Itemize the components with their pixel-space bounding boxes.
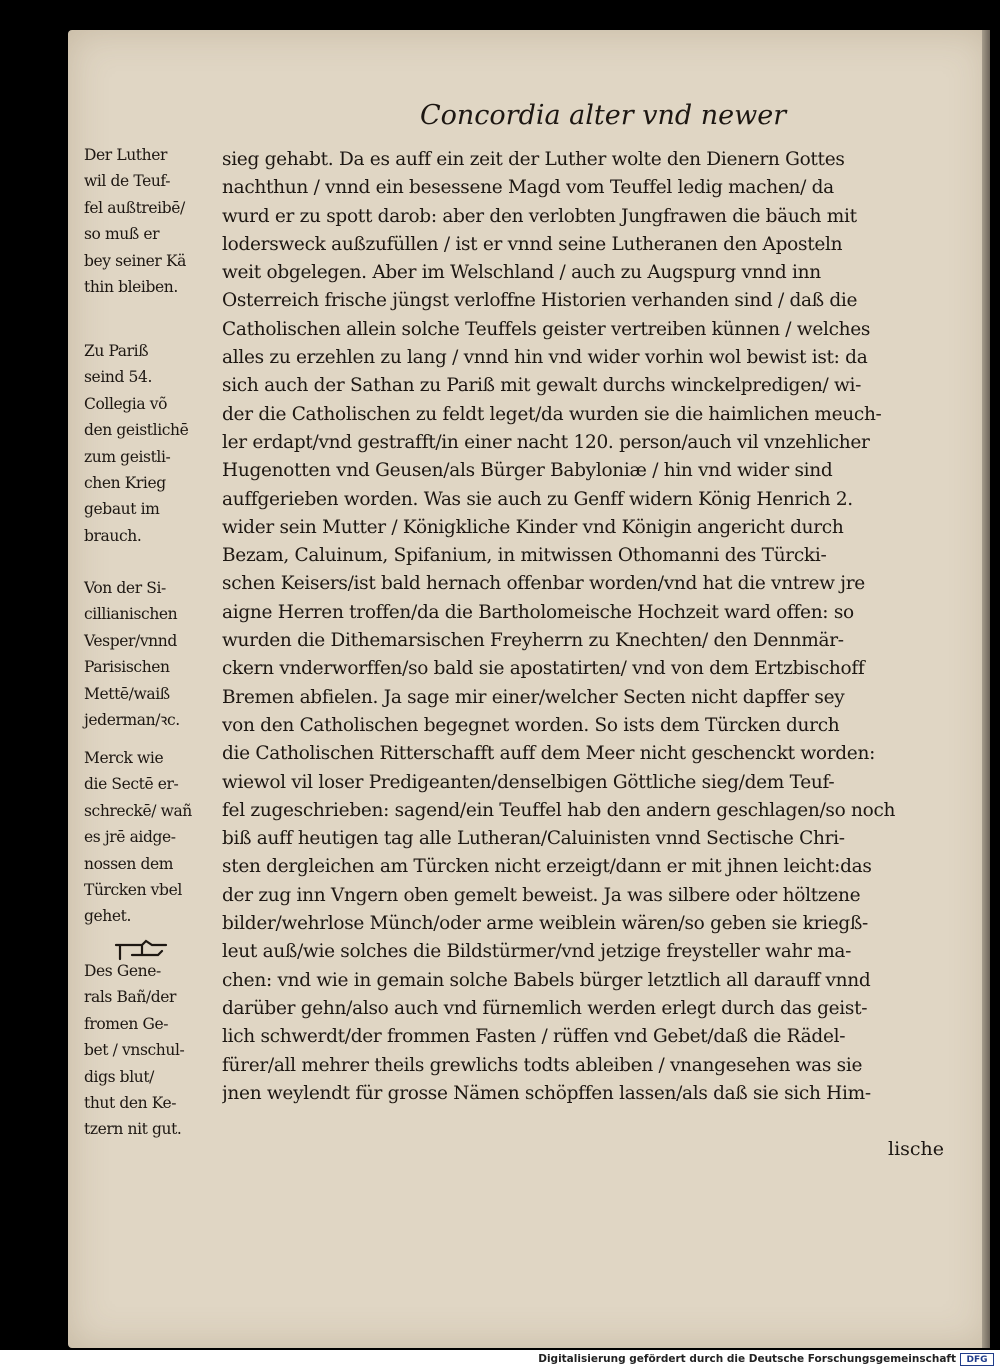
text-line: Bremen abfielen. Ja sage mir einer/welcher Secten nicht dapffer sey	[222, 686, 845, 708]
text-line: aigne Herren troffen/da die Bartholomeische Hochzeit ward offen: so	[222, 601, 854, 623]
text-line: fel zugeschrieben: sagend/ein Teuffel hab den andern geschlagen/so noch	[222, 799, 896, 821]
marginal-note-line: bet / vnschul-	[84, 1041, 185, 1060]
marginal-note-line: den geistlichē	[84, 421, 189, 440]
page-edge	[982, 30, 990, 1348]
marginal-note-line: nossen dem	[84, 854, 174, 873]
marginal-note-line: es jrē aidge-	[84, 828, 176, 847]
marginal-note-line: bey seiner Kä	[84, 251, 186, 270]
text-line: der zug inn Vngern oben gemelt beweist. Ja was silbere oder höltzene	[222, 884, 861, 906]
main-text-block	[222, 146, 962, 1108]
text-line: Bezam, Caluinum, Spifanium, in mitwissen Othomanni des Türcki-	[222, 545, 827, 567]
marginal-note-luther	[84, 142, 186, 300]
marginal-note-line: fel außtreibē/	[84, 198, 185, 217]
marginal-note-line: jederman/ꝛc.	[84, 710, 180, 729]
text-line: wurd er zu spott darob: aber den verlobten Jungfrawen die bäuch mit	[222, 205, 857, 227]
marginal-note-line: Türcken vbel	[84, 880, 182, 899]
marginal-note-line: wil de Teuf-	[84, 172, 171, 191]
text-line: auffgerieben worden. Was sie auch zu Genff widern König Henrich 2.	[222, 488, 853, 510]
text-line: schen Keisers/ist bald hernach offenbar worden/vnd hat die vntrew jre	[222, 573, 865, 595]
marginal-note-line: cillianischen	[84, 605, 178, 624]
text-line: jnen weylendt für grosse Nämen schöpffen lassen/als daß sie sich Him-	[222, 1082, 871, 1104]
marginal-note-line: zum geistli-	[84, 447, 171, 466]
marginal-note-line: digs blut/	[84, 1067, 154, 1086]
marginal-note-paris-collegia	[84, 338, 188, 549]
marginal-note-line: so muß er	[84, 225, 160, 244]
text-line: Hugenotten vnd Geusen/als Bürger Babyloniæ / hin vnd wider sind	[222, 460, 833, 482]
marginal-note-line: rals Bañ/der	[84, 988, 177, 1007]
text-line: Osterreich frische jüngst verloffne Historien verhanden sind / daß die	[222, 290, 858, 312]
text-line: wider sein Mutter / Königkliche Kinder vnd Königin angericht durch	[222, 516, 844, 538]
marginal-note-line: Mettē/waiß	[84, 684, 170, 703]
marginal-note-line: Vesper/vnnd	[84, 631, 177, 650]
marginal-note-line: Zu Pariß	[84, 342, 149, 360]
marginal-note-line: Des Gene-	[84, 962, 161, 980]
text-line: die Catholischen Ritterschafft auff dem Meer nicht geschenckt worden:	[222, 743, 876, 765]
text-line: darüber gehn/also auch vnd fürnemlich werden erlegt durch das geist-	[222, 997, 868, 1019]
marginal-note-line: Merck wie	[84, 749, 164, 767]
text-line: sieg gehabt. Da es auff ein zeit der Luther wolte den Dienern Gottes	[222, 149, 845, 170]
marginal-note-line: gebaut im	[84, 500, 160, 519]
marginal-note-line: chen Krieg	[84, 473, 166, 492]
marginal-note-line: Der Luther	[84, 146, 168, 164]
catchword: lische	[888, 1138, 945, 1160]
text-line: lodersweck außzufüllen / ist er vnnd seine Lutheranen den Aposteln	[222, 233, 843, 255]
text-line: chen: vnd wie in gemain solche Babels bürger letztlich all darauff vnnd	[222, 969, 871, 991]
text-line: wiewol vil loser Predigeanten/denselbigen Göttliche sieg/dem Teuf-	[222, 771, 835, 793]
text-line: sten dergleichen am Türcken nicht erzeigt/dann er mit jhnen leicht:das	[222, 856, 872, 878]
running-head: Concordia alter vnd newer	[420, 100, 787, 131]
text-line: bilder/wehrlose Münch/oder arme weiblein wären/so geben sie kriegß-	[222, 913, 868, 935]
text-line: Catholischen allein solche Teuffels geister vertreiben künnen / welches	[222, 318, 871, 340]
text-line: nachthun / vnnd ein besessene Magd vom Teuffel ledig machen/ da	[222, 177, 834, 199]
text-line: ckern vnderworffen/so bald sie apostatirten/ vnd von dem Ertzbischoff	[222, 658, 865, 680]
text-line: leut auß/wie solches die Bildstürmer/vnd jetzige freysteller wahr ma-	[222, 941, 852, 963]
marginal-note-line: brauch.	[84, 526, 142, 545]
text-line: alles zu erzehlen zu lang / vnnd hin vnd wider vorhin wol bewist ist: da	[222, 347, 868, 369]
text-line: von den Catholischen begegnet worden. So ists dem Türcken durch	[222, 714, 840, 736]
marginal-note-line: thin bleiben.	[84, 277, 178, 296]
marginal-note-sicilian-vespers	[84, 575, 180, 733]
marginal-note-line: tzern nit gut.	[84, 1120, 182, 1139]
marginal-note-line: fromen Ge-	[84, 1014, 169, 1033]
marginal-note-line: die Sectē er-	[84, 775, 179, 794]
marginal-note-line: thut den Ke-	[84, 1093, 177, 1112]
marginal-note-line: Von der Si-	[84, 579, 166, 597]
text-line: fürer/all mehrer theils grewlichs todts ableiben / vnangesehen was sie	[222, 1054, 863, 1076]
dfg-logo: DFG	[960, 1353, 994, 1366]
marginal-note-line: schreckē/ wañ	[84, 801, 192, 820]
marginal-note-line: Collegia võ	[84, 394, 168, 413]
text-line: wurden die Dithemarsischen Freyherrn zu Knechten/ den Dennmär-	[222, 630, 844, 652]
marginal-note-line: gehet.	[84, 907, 132, 926]
text-line: lich schwerdt/der frommen Fasten / rüffen vnd Gebet/daß die Rädel-	[222, 1026, 846, 1048]
text-line: der die Catholischen zu feldt leget/da wurden sie die haimlichen meuch-	[222, 403, 882, 425]
text-line: ler erdapt/vnd gestrafft/in einer nacht 120. person/auch vil vnzehlicher	[222, 431, 870, 453]
marginal-note-sects-frightened	[84, 745, 192, 930]
text-line: sich auch der Sathan zu Pariß mit gewalt durchs winckelpredigen/ wi-	[222, 375, 862, 397]
marginal-note-line: Parisischen	[84, 658, 170, 677]
text-line: biß auff heutigen tag alle Lutheran/Caluinisten vnnd Sectische Chri-	[222, 828, 845, 850]
marginal-note-line: seind 54.	[84, 368, 152, 387]
marginal-note-general-ban	[84, 958, 184, 1143]
text-line: weit obgelegen. Aber im Welschland / auch zu Augspurg vnnd inn	[222, 262, 821, 284]
footer-credit: Digitalisierung gefördert durch die Deutsche Forschungsgemeinschaft	[538, 1353, 956, 1365]
